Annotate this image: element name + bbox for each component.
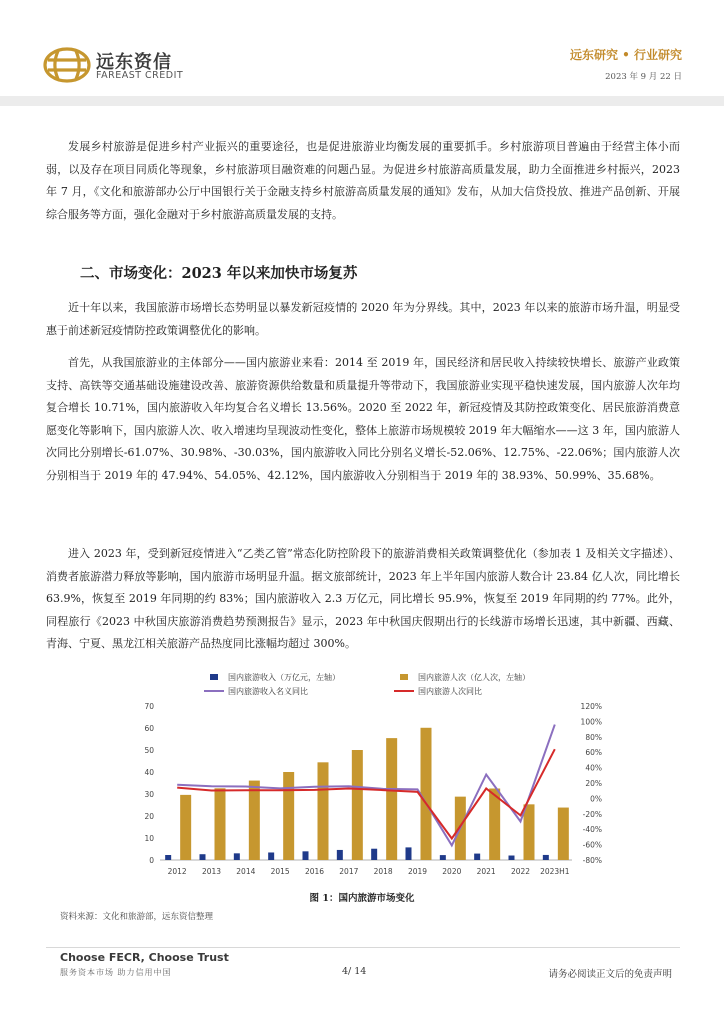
x-tick-label: 2020 [442, 867, 462, 876]
disclaimer-link[interactable]: 请务必阅读正文后的免责声明 [548, 969, 672, 980]
right-tick-label: -80% [582, 856, 602, 865]
legend-label: 国内旅游收入（万亿元，左轴） [228, 673, 340, 682]
figure-caption: 图 1：国内旅游市场变化 [309, 893, 415, 904]
revenue-bar [268, 852, 274, 860]
legend-swatch [210, 674, 218, 680]
revenue-bar [440, 855, 446, 860]
right-tick-label: 120% [580, 702, 602, 711]
right-tick-label: 40% [585, 763, 602, 773]
company-logo-icon [42, 46, 92, 84]
source-note: 资料来源：文化和旅游部，远东资信整理 [60, 912, 214, 922]
visits-bar [318, 762, 329, 860]
x-tick-label: 2015 [270, 867, 290, 876]
revenue-bar [406, 847, 412, 860]
right-tick-label: -40% [582, 825, 602, 835]
visits-bar [386, 738, 397, 860]
tourism-market-chart [120, 670, 620, 888]
chart-legend [204, 672, 530, 696]
x-tick-label: 2013 [201, 867, 222, 876]
paragraph-domestic-tourism: 首先，从我国旅游业的主体部分——国内旅游业来看：2014 至 2019 年，国民经济和居民收入持续较快增长、旅游产业政策支持、高铁等交通基础设施建设改善、旅游资源供给数量和质量提升等带动下，我国旅游业实现平稳快速发展，国内旅游人次年均复合增长 10.71%，国内旅游收入年均复合名义增长 13.56%。2020 至 2022 年，新冠疫情及其防控政策变化、居民旅游消费意愿变化等影响下，国内旅游人次、收入增速均呈现波动性变化，整体上旅游市场规模较 2019 年大幅缩水——这 3 年，国内旅游人次同比分别增长-61.07%、30.98%、-30.03%，国内旅游收入同比分别名义增长-52.06%、12.75%、-22.06%；国内旅游人次分别相当于 2019 年的 47.94%、54.05%、42.12%，国内旅游收入分别相当于 2019 年的 38.93%、50.99%、35.68%。 [46, 356, 680, 482]
x-tick-label: 2019 [407, 867, 428, 876]
revenue-bar [234, 853, 240, 860]
visits-bar [524, 804, 535, 860]
legend-label: 国内旅游人次同比 [418, 687, 482, 696]
left-tick-label: 60 [144, 724, 154, 733]
visits-bar [352, 750, 363, 860]
right-tick-label: 100% [580, 717, 602, 727]
revenue-bar [165, 855, 171, 860]
right-tick-label: -20% [582, 809, 602, 819]
left-tick-label: 0 [149, 856, 154, 865]
visits-bar [249, 781, 260, 860]
paragraph-2023-recovery: 进入 2023 年，受到新冠疫情进入“乙类乙管”常态化防控阶段下的旅游消费相关政策调整优化（参加表 1 及相关文字描述）、消费者旅游潜力释放等影响，国内旅游市场明显升温。据文旅部统计，2023 年上半年国内旅游人数合计 23.84 亿人次，同比增长 63.9%，恢复至 2019 年同期的约 83%；国内旅游收入 2.3 万亿元，同比增长 95.9%，恢复至 2019 年同期的约 77%。此外，同程旅行《2023 中秋国庆旅游消费趋势预测报告》显示，2023 年中秋国庆假期出行的长线游市场增长迅速，其中新疆、西藏、青海、宁夏、黑龙江相关旅游产品热度同比涨幅均超过 300%。 [46, 547, 680, 651]
revenue-bar [337, 850, 343, 860]
header-divider [0, 96, 724, 106]
left-tick-label: 40 [144, 768, 154, 777]
left-tick-label: 50 [144, 746, 154, 755]
x-tick-label: 2014 [236, 867, 256, 876]
left-tick-label: 20 [144, 812, 154, 821]
revenue-bar [474, 854, 480, 860]
x-tick-label: 2017 [339, 867, 359, 876]
revenue-bar [543, 855, 549, 860]
paragraph-rural-tourism: 发展乡村旅游是促进乡村产业振兴的重要途径，也是促进旅游业均衡发展的重要抓手。乡村旅游项目普遍由于经营主体小而弱，以及存在项目同质化等现象，乡村旅游项目融资难的问题凸显。为促进乡村旅游高质量发展，助力全面推进乡村振兴，2023 年 7 月，《文化和旅游部办公厅中国银行关于金融支持乡村旅游高质量发展的通知》发布，从加大信贷投放、推进产品创新、开展综合服务等方面，强化金融对于乡村旅游高质量发展的支持。 [46, 140, 680, 221]
revenue-bar [371, 849, 377, 860]
x-tick-label: 2021 [476, 867, 496, 876]
paragraph-market-overview: 近十年以来，我国旅游市场增长态势明显以暴发新冠疫情的 2020 年为分界线。其中，2023 年以来的旅游市场升温，明显受惠于前述新冠疫情防控政策调整优化的影响。 [46, 301, 680, 337]
left-tick-label: 30 [144, 790, 154, 799]
right-tick-label: 60% [585, 748, 602, 758]
left-tick-label: 70 [144, 702, 154, 711]
left-tick-label: 10 [144, 834, 154, 843]
brand-name-en: FAREAST CREDIT [96, 70, 184, 81]
report-category: 远东研究 • 行业研究 [569, 48, 682, 62]
footer-divider [46, 947, 680, 948]
legend-label: 国内旅游人次（亿人次，左轴） [418, 673, 530, 682]
right-tick-label: -60% [582, 840, 602, 850]
x-tick-label: 2018 [373, 867, 393, 876]
visits-bar [180, 795, 191, 860]
page-number: 4/ 14 [342, 966, 367, 977]
revenue-bar [200, 854, 206, 860]
right-tick-label: 80% [585, 732, 602, 742]
section-title: 二、市场变化：2023 年以来加快市场复苏 [80, 265, 358, 282]
x-tick-label: 2022 [510, 867, 531, 876]
visits-bar [558, 808, 569, 860]
visits-bar [421, 728, 432, 860]
visits-bar [215, 788, 226, 860]
x-tick-label: 2012 [167, 867, 187, 876]
revenue-bar [303, 851, 309, 860]
x-tick-label: 2016 [304, 867, 325, 876]
legend-swatch [400, 674, 408, 680]
report-date: 2023 年 9 月 22 日 [605, 72, 682, 82]
brand-name-cn: 远东资信 [96, 52, 172, 73]
x-tick-label: 2023H1 [540, 867, 570, 876]
revenue-bar [509, 856, 515, 860]
visits-bar [283, 772, 294, 860]
footer-slogan-en: Choose FECR, Choose Trust [60, 951, 229, 964]
right-tick-label: 0% [590, 794, 602, 804]
legend-label: 国内旅游收入名义同比 [228, 687, 308, 696]
footer-slogan-cn: 服务资本市场 助力信用中国 [60, 968, 172, 977]
right-tick-label: 20% [585, 779, 602, 788]
chart-bars [165, 728, 569, 860]
